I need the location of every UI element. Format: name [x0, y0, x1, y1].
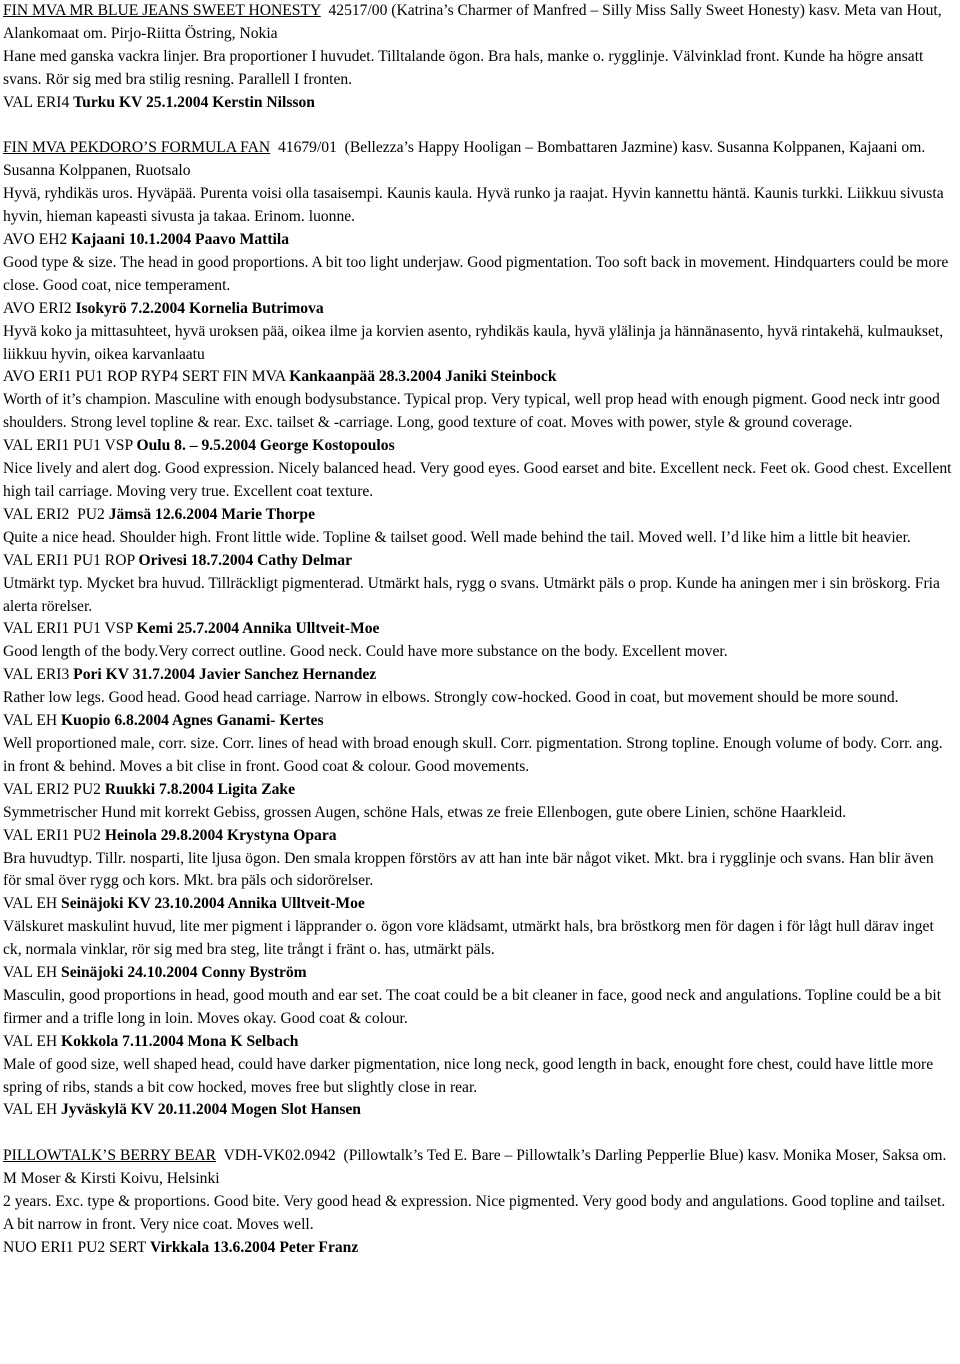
show-place-date-judge: Oulu 8. – 9.5.2004 George Kostopoulos: [136, 437, 395, 455]
show-place-date-judge: Isokyrö 7.2.2004 Kornelia Butrimova: [75, 299, 324, 317]
award-grade: VAL EH: [3, 964, 62, 982]
critique-text: Good type & size. The head in good proportions. A bit too light underjaw. Good pigmentation. Too soft back in movement. Hindquarters could be more close. Good coat, nice temperament.: [3, 253, 949, 294]
award-grade: VAL EH: [3, 712, 62, 730]
show-result-line: [3, 1237, 954, 1260]
show-place-date-judge: Jämsä 12.6.2004 Marie Thorpe: [108, 505, 316, 523]
award-grade: VAL ERI4: [3, 93, 74, 111]
award-grade: VAL ERI1 PU1 ROP: [3, 551, 139, 569]
award-grade: NUO ERI1 PU2 SERT: [3, 1238, 150, 1256]
critique-text: Hyvä koko ja mittasuhteet, hyvä uroksen pää, oikea ilme ja korvien asento, ryhdikäs kaula, hyvä ylälinja ja hännänasento, hyvä rintakehä, kulmaukset, liikkuu hyvin, oikea karvanlaatu: [3, 322, 944, 363]
dog-name: PILLOWTALK’S BERRY BEAR: [3, 1147, 217, 1165]
dog-name: FIN MVA MR BLUE JEANS SWEET HONESTY: [3, 2, 321, 19]
show-result-line: [3, 229, 954, 252]
award-grade: AVO EH2: [3, 231, 72, 249]
show-result-line: [3, 710, 954, 733]
critique-text: Well proportioned male, corr. size. Corr. lines of head with broad enough skull. Corr. pigmentation. Strong topline. Enough volume of body. Corr. ang. in front & behind. Moves a bit clise in front. Good coat & colour. Good movements.: [3, 734, 943, 775]
critique-text: Symmetrischer Hund mit korrekt Gebiss, grossen Augen, schöne Hals, etwas ze freie Ellenbogen, gute obere Linien, schöne Haarkleid.: [3, 803, 847, 821]
show-result-line: [3, 504, 954, 527]
critique-text: Rather low legs. Good head. Good head carriage. Narrow in elbows. Strongly cow-hocked. Good in coat, but movement should be more sound.: [3, 689, 899, 707]
entry-header: [3, 137, 954, 183]
show-place-date-judge: Jyväskylä KV 20.11.2004 Mogen Slot Hansen: [61, 1101, 361, 1119]
show-place-date-judge: Heinola 29.8.2004 Krystyna Opara: [104, 826, 337, 844]
show-result-line: [3, 435, 954, 458]
award-grade: AVO ERI2: [3, 299, 76, 317]
critique-text: Worth of it’s champion. Masculine with enough bodysubstance. Typical prop. Very typical, well prop head with enough pigment. Good neck intr good shoulders. Strong level topline & rear. Exc. tailset & -carriage. Long, good texture of coat. Moves with power, style & ground coverage.: [3, 391, 940, 432]
show-result-line: [3, 664, 954, 687]
show-result-line: [3, 1031, 954, 1054]
award-grade: VAL ERI1 PU2: [3, 826, 105, 844]
show-place-date-judge: Pori KV 31.7.2004 Javier Sanchez Hernandez: [73, 666, 377, 684]
show-place-date-judge: Seinäjoki 24.10.2004 Conny Byström: [61, 964, 307, 982]
award-grade: VAL ERI1 PU1 VSP: [3, 620, 137, 638]
show-place-date-judge: Ruukki 7.8.2004 Ligita Zake: [104, 780, 296, 798]
entry-header: [3, 0, 954, 46]
show-result-line: [3, 825, 954, 848]
critique-text: Hane med ganska vackra linjer. Bra proportioner I huvudet. Tilltalande ögon. Bra hals, manke o. rygglinje. Välvinklad front. Kunde ha högre ansatt svans. Rör sig med bra stilig resning. Parallell I fronten.: [3, 47, 924, 88]
award-grade: VAL EH: [3, 1101, 62, 1119]
show-place-date-judge: Kajaani 10.1.2004 Paavo Mattila: [71, 231, 290, 249]
award-grade: VAL ERI2 PU2: [3, 780, 105, 798]
critique-text: Nice lively and alert dog. Good expression. Nicely balanced head. Very good eyes. Good earset and bite. Excellent neck. Feet ok. Good chest. Excellent high tail carriage. Moving very true. Excellent coat texture.: [3, 460, 952, 501]
critique-text: Quite a nice head. Shoulder high. Front little wide. Topline & tailset good. Well made behind the tail. Moved well. I’d like him a little bit heavier.: [3, 528, 911, 546]
critique-text: 2 years. Exc. type & proportions. Good bite. Very good head & expression. Nice pigmented. Very good body and angulations. Good topline and tailset. A bit narrow in front. Very nice coat. Moves well.: [3, 1193, 946, 1233]
dog-entry: [3, 0, 954, 115]
entry-separator: [3, 115, 954, 138]
award-grade: VAL ERI3: [3, 666, 74, 684]
critique-text: Utmärkt typ. Mycket bra huvud. Tillräckligt pigmenterad. Utmärkt hals, rygg o svans. Utmärkt päls o prop. Kunde ha aningen mer i sin bröskorg. Fria alerta rörelser.: [3, 574, 940, 615]
show-result-line: [3, 779, 954, 802]
dog-entry: [3, 137, 954, 1122]
award-grade: VAL ERI1 PU1 VSP: [3, 437, 137, 455]
show-result-line: [3, 92, 954, 115]
dog-name: FIN MVA PEKDORO’S FORMULA FAN: [3, 139, 271, 157]
critique-text: Bra huvudtyp. Tillr. nosparti, lite ljusa ögon. Den smala kroppen förstörs av att han inte bär något viket. Mkt. bra i rygglinje och svans. Han blir även för smal över rygg och kors. Mkt. bra päls och sidorörelser.: [3, 849, 934, 890]
show-result-line: [3, 1099, 954, 1122]
dog-registration-info: VDH-VK02.0942 (Pillowtalk’s Ted E. Bare – Pillowtalk’s Darling Pepperlie Blue) kasv. Monika Moser, Saksa om. M Moser & Kirsti Koivu, Helsinki: [3, 1147, 951, 1188]
show-place-date-judge: Kemi 25.7.2004 Annika Ulltveit-Moe: [136, 620, 380, 638]
show-result-line: [3, 893, 954, 916]
dog-registration-info: 42517/00 (Katrina’s Charmer of Manfred – Silly Miss Sally Sweet Honesty) kasv. Meta van Hout, Alankomaat om. Pirjo-Riitta Östring, Nokia: [3, 2, 945, 42]
show-place-date-judge: Orivesi 18.7.2004 Cathy Delmar: [138, 551, 352, 569]
show-place-date-judge: Kankaanpää 28.3.2004 Janiki Steinbock: [289, 368, 557, 386]
show-result-line: [3, 298, 954, 321]
show-place-date-judge: Kokkola 7.11.2004 Mona K Selbach: [61, 1032, 299, 1050]
award-grade: AVO ERI1 PU1 ROP RYP4 SERT FIN MVA: [3, 368, 290, 386]
entry-separator: [3, 1122, 954, 1145]
award-grade: VAL ERI2 PU2: [3, 505, 109, 523]
critique-text: Masculin, good proportions in head, good mouth and ear set. The coat could be a bit cleaner in face, good neck and angulations. Topline could be a bit firmer and a trifle long in loin. Moves okay. Good coat & colour.: [3, 986, 942, 1027]
show-result-line: [3, 550, 954, 573]
show-place-date-judge: Turku KV 25.1.2004 Kerstin Nilsson: [73, 93, 315, 111]
entry-header: [3, 1145, 954, 1191]
critique-text: Male of good size, well shaped head, could have darker pigmentation, nice long neck, good length in back, enought fore chest, could have little more spring of ribs, stands a bit cow hocked, moves free but slightly close in rear.: [3, 1055, 934, 1096]
show-place-date-judge: Seinäjoki KV 23.10.2004 Annika Ulltveit-Moe: [61, 895, 365, 913]
show-result-line: [3, 366, 954, 389]
dog-entry: [3, 1145, 954, 1260]
show-place-date-judge: Kuopio 6.8.2004 Agnes Ganami- Kertes: [61, 712, 324, 730]
critique-text: Välskuret maskulint huvud, lite mer pigment i läpprander o. ögon vore klädsamt, utmärkt hals, bra bröstkorg men för dagen i för lågt hull därav inget ck, normala vinklar, rör sig med bra steg, lite trångt i fränt o. has, utmärkt päls.: [3, 918, 934, 959]
show-result-line: [3, 962, 954, 985]
award-grade: VAL EH: [3, 1032, 62, 1050]
award-grade: VAL EH: [3, 895, 62, 913]
show-place-date-judge: Virkkala 13.6.2004 Peter Franz: [149, 1238, 359, 1256]
critique-text: Hyvä, ryhdikäs uros. Hyväpää. Purenta voisi olla tasaisempi. Kaunis kaula. Hyvä runko ja raajat. Hyvin kannettu häntä. Kaunis turkki. Liikkuu sivusta hyvin, hieman kapeasti sivusta ja takaa. Erinom. luonne.: [3, 185, 944, 226]
critique-text: Good length of the body.Very correct outline. Good neck. Could have more substance on the body. Excellent mover.: [3, 643, 728, 661]
dog-registration-info: 41679/01 (Bellezza’s Happy Hooligan – Bombattaren Jazmine) kasv. Susanna Kolppanen, Kajaani om. Susanna Kolppanen, Ruotsalo: [3, 139, 930, 180]
show-result-line: [3, 618, 954, 641]
